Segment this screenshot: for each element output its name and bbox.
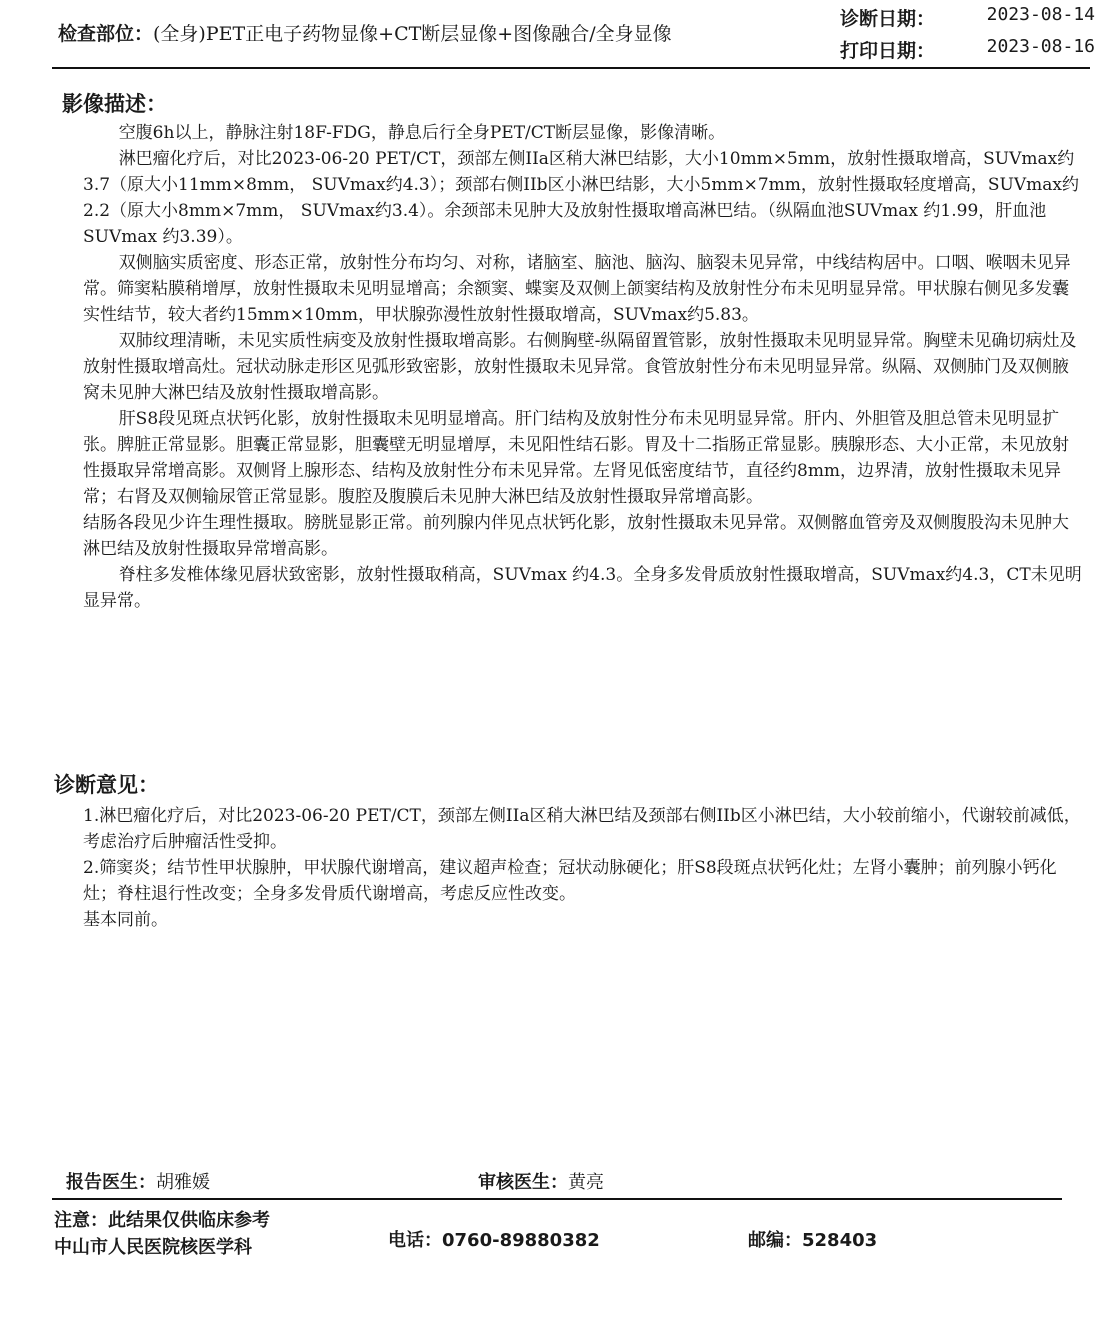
reviewer-name: 黄亮 xyxy=(568,1172,604,1193)
print-date-value: 2023-08-16 xyxy=(986,36,1095,57)
exam-part xyxy=(58,19,672,46)
department-name: 中山市人民医院核医学科 xyxy=(54,1237,252,1258)
disclaimer-note: 注意：此结果仅供临床参考 xyxy=(54,1210,270,1231)
header-divider xyxy=(52,67,1090,69)
exam-part-label: 检查部位： xyxy=(58,23,154,45)
diagnosis-item: 2.筛窦炎；结节性甲状腺肿，甲状腺代谢增高，建议超声检查；冠状动脉硬化；肝S8段斑点状钙化灶；左肾小囊肿；前列腺小钙化灶；脊柱退行性改变；全身多发骨质代谢增高，考虑反应性改变。 xyxy=(83,858,1057,904)
findings-paragraph: 双肺纹理清晰，未见实质性病变及放射性摄取增高影。右侧胸壁-纵隔留置管影，放射性摄取未见明显异常。胸壁未见确切病灶及放射性摄取增高灶。冠状动脉走形区见弧形致密影，放射性摄取未见异常。食管放射性分布未见明显异常。纵隔、双侧肺门及双侧腋窝未见肿大淋巴结及放射性摄取增高影。 xyxy=(83,331,1077,403)
exam-part-value: (全身)PET正电子药物显像+CT断层显像+图像融合/全身显像 xyxy=(153,23,672,45)
postal-number: 528403 xyxy=(802,1230,878,1251)
diagnosis-date xyxy=(840,4,1095,31)
findings-title: 影像描述： xyxy=(62,92,167,116)
diagnosis-body xyxy=(83,803,1083,933)
phone-number: 0760-89880382 xyxy=(442,1230,600,1251)
postal-label: 邮编： xyxy=(748,1230,802,1251)
print-date xyxy=(840,36,1095,63)
reporter-label: 报告医生： xyxy=(66,1172,156,1193)
phone-label: 电话： xyxy=(388,1230,442,1251)
reporter-name: 胡雅媛 xyxy=(156,1172,210,1193)
findings-paragraph: 结肠各段见少许生理性摄取。膀胱显影正常。前列腺内伴见点状钙化影，放射性摄取未见异常。双侧髂血管旁及双侧腹股沟未见肿大淋巴结及放射性摄取异常增高影。 xyxy=(83,513,1069,559)
reviewer xyxy=(478,1168,604,1194)
findings-paragraph: 双侧脑实质密度、形态正常，放射性分布均匀、对称，诸脑室、脑池、脑沟、脑裂未见异常，中线结构居中。口咽、喉咽未见异常。筛窦粘膜稍增厚，放射性摄取未见明显增高；余额窦、蝶窦及双侧上颌窦结构及放射性分布未见明显异常。甲状腺右侧见多发囊实性结节，较大者约15mm×10mm，甲状腺弥漫性放射性摄取增高，SUVmax约5.83。 xyxy=(83,253,1071,325)
footer-divider xyxy=(52,1198,1062,1200)
phone xyxy=(388,1226,600,1252)
findings-paragraph: 空腹6h以上，静脉注射18F-FDG，静息后行全身PET/CT断层显像，影像清晰。 xyxy=(118,123,726,143)
postal-code xyxy=(748,1226,877,1252)
diagnosis-date-label: 诊断日期： xyxy=(840,8,936,30)
findings-paragraph: 肝S8段见斑点状钙化影，放射性摄取未见明显增高。肝门结构及放射性分布未见明显异常。肝内、外胆管及胆总管未见明显扩张。脾脏正常显影。胆囊正常显影，胆囊壁无明显增厚，未见阳性结石影。胃及十二指肠正常显影。胰腺形态、大小正常，未见放射性摄取异常增高影。双侧肾上腺形态、结构及放射性分布未见异常。左肾见低密度结节，直径约8mm，边界清，放射性摄取未见异常；右肾及双侧输尿管正常显影。腹腔及腹膜后未见肿大淋巴结及放射性摄取异常增高影。 xyxy=(83,409,1069,507)
findings-paragraph: 脊柱多发椎体缘见唇状致密影，放射性摄取稍高，SUVmax 约4.3。全身多发骨质放射性摄取增高，SUVmax约4.3，CT未见明显异常。 xyxy=(83,565,1082,611)
diagnosis-title: 诊断意见： xyxy=(54,773,159,797)
findings-body xyxy=(83,120,1083,614)
findings-paragraph: 淋巴瘤化疗后，对比2023-06-20 PET/CT，颈部左侧IIa区稍大淋巴结影，大小10mm×5mm，放射性摄取增高，SUVmax约3.7（原大小11mm×8mm， SUVmax约4.3）；颈部右侧IIb区小淋巴结影，大小5mm×7mm，放射性摄取轻度增高，SUVmax约2.2（原大小8mm×7mm， SUVmax约3.4）。余颈部未见肿大及放射性摄取增高淋巴结。（纵隔血池SUVmax 约1.99，肝血池SUVmax 约3.39）。 xyxy=(83,149,1080,247)
reporter xyxy=(66,1168,210,1194)
diagnosis-item: 1.淋巴瘤化疗后，对比2023-06-20 PET/CT，颈部左侧IIa区稍大淋巴结及颈部右侧IIb区小淋巴结，大小较前缩小，代谢较前减低，考虑治疗后肿瘤活性受抑。 xyxy=(83,806,1081,852)
diagnosis-date-value: 2023-08-14 xyxy=(986,4,1095,25)
print-date-label: 打印日期： xyxy=(840,40,936,62)
diagnosis-item: 基本同前。 xyxy=(83,910,168,930)
reviewer-label: 审核医生： xyxy=(478,1172,568,1193)
